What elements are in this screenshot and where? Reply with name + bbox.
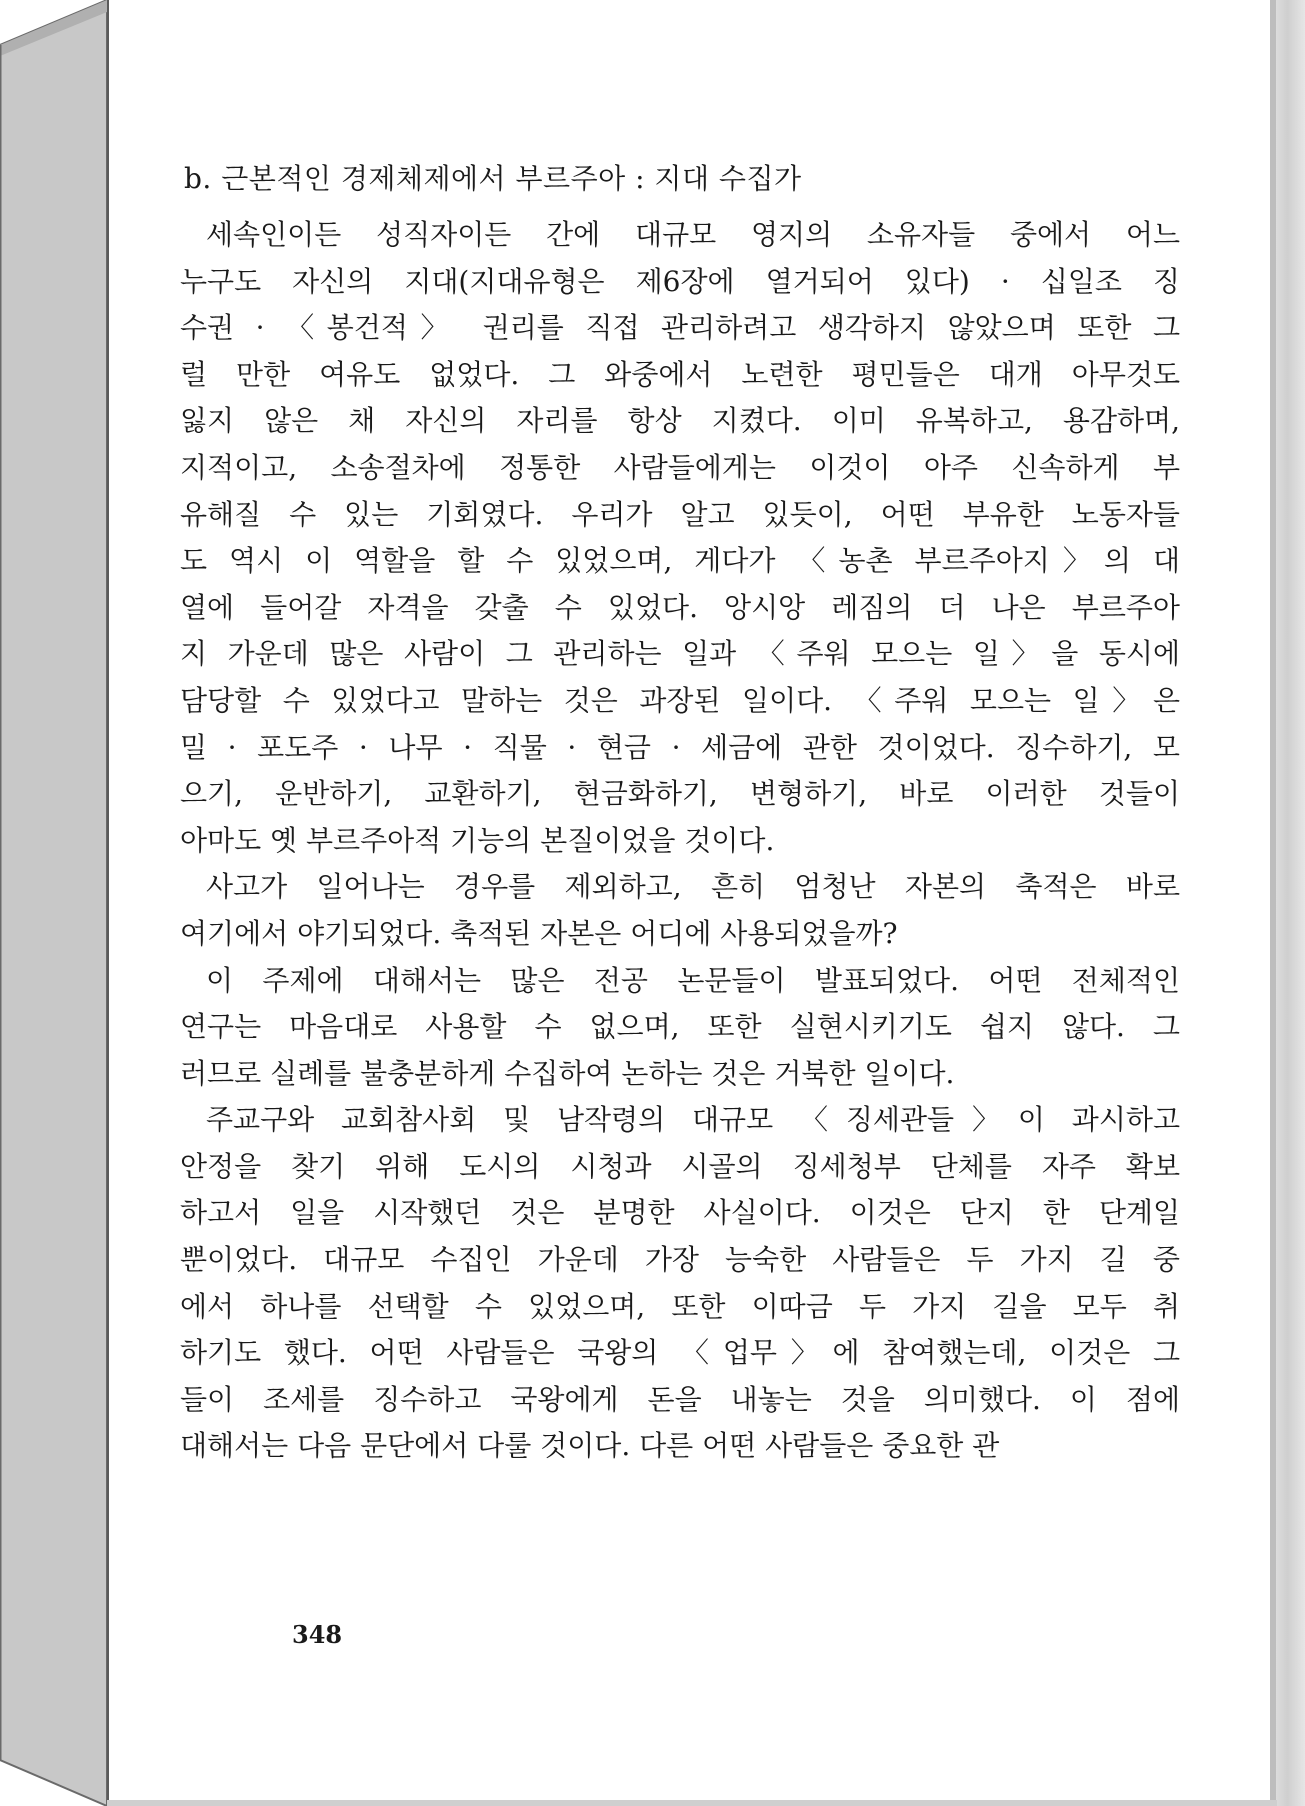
text-line: 누구도 자신의 지대(지대유형은 제6장에 열거되어 있다) · 십일조 징 bbox=[180, 264, 1180, 298]
text-line: 세속인이든 성직자이든 간에 대규모 영지의 소유자들 중에서 어느 bbox=[206, 218, 1180, 251]
book-spine bbox=[0, 0, 110, 1806]
text-line: 잃지 않은 채 자신의 자리를 항상 지켰다. 이미 유복하고, 용감하며, bbox=[180, 404, 1180, 438]
text-line: 지적이고, 소송절차에 정통한 사람들에게는 이것이 아주 신속하게 부 bbox=[180, 450, 1180, 484]
text-line: 들이 조세를 징수하고 국왕에게 돈을 내놓는 것을 의미했다. 이 점에 bbox=[180, 1382, 1180, 1416]
text-line: 아마도 옛 부르주아적 기능의 본질이었을 것이다. bbox=[180, 823, 775, 857]
page-number: 348 bbox=[292, 1620, 343, 1649]
text-line: 안정을 찾기 위해 도시의 시청과 시골의 징세청부 단체를 자주 확보 bbox=[180, 1149, 1180, 1183]
text-line: 대해서는 다음 문단에서 다룰 것이다. 다른 어떤 사람들은 중요한 관 bbox=[180, 1429, 1000, 1463]
text-line: 러므로 실례를 불충분하게 수집하여 논하는 것은 거북한 일이다. bbox=[180, 1056, 955, 1090]
page-bottom-shadow bbox=[107, 1800, 1277, 1806]
text-line: 지 가운데 많은 사람이 그 관리하는 일과 〈주워 모으는 일〉을 동시에 bbox=[180, 637, 1180, 671]
page-edge bbox=[1276, 0, 1305, 1806]
page-content bbox=[180, 162, 1180, 1470]
text-line: 밀 · 포도주 · 나무 · 직물 · 현금 · 세금에 관한 것이었다. 징수하기, 모 bbox=[180, 730, 1180, 764]
section-heading: b. 근본적인 경제체제에서 부르주아 : 지대 수집가 bbox=[184, 162, 802, 195]
text-line: 연구는 마음대로 사용할 수 없으며, 또한 실현시키기도 쉽지 않다. 그 bbox=[180, 1010, 1180, 1044]
text-line: 럴 만한 여유도 없었다. 그 와중에서 노련한 평민들은 대개 아무것도 bbox=[180, 357, 1180, 391]
text-line: 주교구와 교회참사회 및 남작령의 대규모 〈징세관들〉이 과시하고 bbox=[206, 1103, 1180, 1137]
text-line: 으기, 운반하기, 교환하기, 현금화하기, 변형하기, 바로 이러한 것들이 bbox=[180, 777, 1180, 811]
text-line: 담당할 수 있었다고 말하는 것은 과장된 일이다. 〈주워 모으는 일〉은 bbox=[180, 683, 1180, 717]
text-line: 열에 들어갈 자격을 갖출 수 있었다. 앙시앙 레짐의 더 나은 부르주아 bbox=[180, 590, 1180, 624]
text-line: 수권 · 〈봉건적〉 권리를 직접 관리하려고 생각하지 않았으며 또한 그 bbox=[180, 311, 1180, 345]
text-line: 하고서 일을 시작했던 것은 분명한 사실이다. 이것은 단지 한 단계일 bbox=[180, 1196, 1180, 1230]
text-line: 사고가 일어나는 경우를 제외하고, 흔히 엄청난 자본의 축적은 바로 bbox=[206, 870, 1180, 904]
text-line: 도 역시 이 역할을 할 수 있었으며, 게다가 〈농촌 부르주아지〉의 대 bbox=[180, 544, 1180, 578]
text-line: 이 주제에 대해서는 많은 전공 논문들이 발표되었다. 어떤 전체적인 bbox=[206, 963, 1180, 997]
book-spine-graphic bbox=[0, 0, 110, 1806]
text-line: 유해질 수 있는 기회였다. 우리가 알고 있듯이, 어떤 부유한 노동자들 bbox=[180, 497, 1180, 531]
text-line: 하기도 했다. 어떤 사람들은 국왕의 〈업무〉에 참여했는데, 이것은 그 bbox=[180, 1336, 1180, 1370]
text-line: 뿐이었다. 대규모 수집인 가운데 가장 능숙한 사람들은 두 가지 길 중 bbox=[180, 1243, 1180, 1277]
text-line: 여기에서 야기되었다. 축적된 자본은 어디에 사용되었을까? bbox=[180, 916, 898, 950]
body-text bbox=[180, 212, 1180, 1470]
text-line: 에서 하나를 선택할 수 있었으며, 또한 이따금 두 가지 길을 모두 취 bbox=[180, 1289, 1180, 1323]
